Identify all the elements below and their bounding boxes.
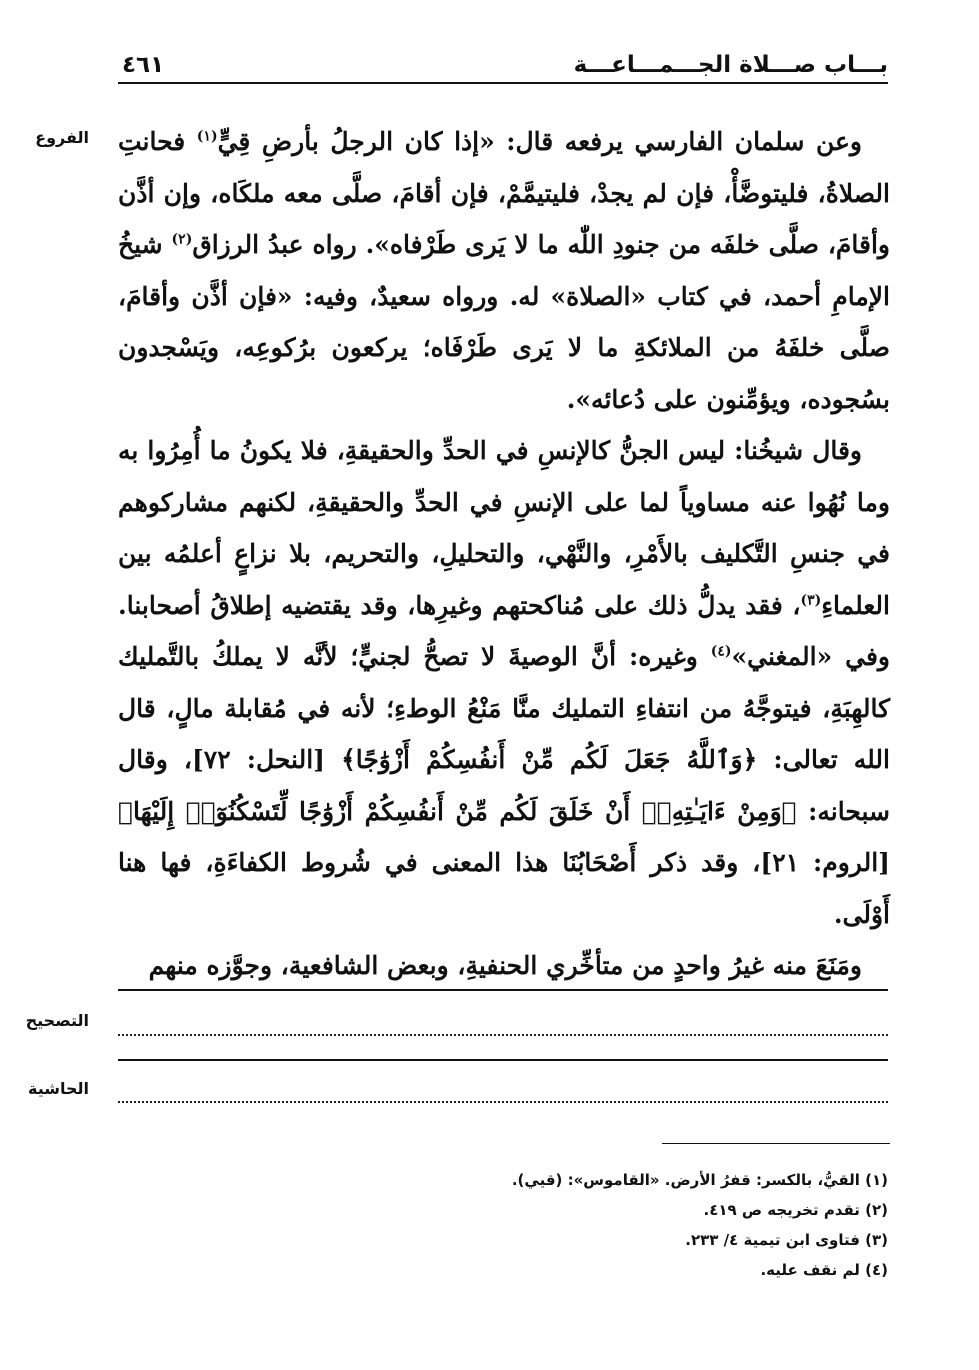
footnote-1: (١) القيُّ، بالكسر: قفرُ الأرض. «القاموس»: (قيي). — [511, 1171, 888, 1189]
paragraph-1-part-b: فحانتِ الصلاةُ، فليتوضَّأْ، فإن لم يجدْ، فليتيمَّمْ، فإن أقامَ، صلَّى معه ملكَاه، وإن أذَّن وأقامَ، صلَّى خلفَه من جنودِ اللّٰه ما لا يَرى طَرْفاه». رواه عبدُ الرزاق — [118, 127, 890, 259]
paragraph-2-part-b: ، فقد يدلُّ ذلك على مُناكحتهم وغيرِها، وقد يقتضيه إطلاقُ أصحابنا. وفي «المغني» — [118, 590, 890, 671]
footnote-ref-1[interactable]: (١) — [196, 128, 218, 145]
paragraph-3: ومَنَعَ منه غيرُ واحدٍ من متأخِّري الحنفيةِ، وبعض الشافعية، وجوَّزه منهم — [148, 951, 862, 980]
footnote-ref-3[interactable]: (٣) — [800, 592, 822, 609]
correction-top-rule — [118, 989, 888, 991]
gloss-top-rule — [118, 1059, 888, 1061]
gloss-dotted-line — [118, 1101, 888, 1103]
paragraph-1-part-a: وعن سلمان الفارسي يرفعه قال: «إذا كان الرجلُ بأرضِ قِيٍّ — [217, 127, 863, 156]
side-label-branches: الفروع — [35, 128, 89, 147]
footnote-separator — [662, 1143, 890, 1144]
main-text — [118, 116, 890, 992]
footnote-ref-4[interactable]: (٤) — [710, 643, 732, 660]
page-header — [118, 52, 888, 84]
chapter-title: بـــاب صـــلاة الجـــمـــاعـــة — [573, 52, 888, 78]
footnote-2: (٢) تقدم تخريجه ص ٤١٩. — [703, 1201, 888, 1219]
paragraph-2-part-c: وغيره: أنَّ الوصيةَ لا تصحُّ لجنيٍّ؛ لأنَّه لا يملكُ بالتَّمليك كالهِبَةِ، فيتوجَّهُ من انتفاءِ التمليك منَّا مَنْعُ الوطءِ؛ لأنه في مُقابلة مالٍ، قال الله تعالى: ﴿وَٱللَّهُ جَعَلَ لَكُم مِّنْ أَنفُسِكُمْ أَزْوَٰجًا﴾ [النحل: ٧٢]، وقال سبحانه: ﴿وَمِنْ ءَايَـٰتِهِۦٓ أَنْ خَلَقَ لَكُم مِّنْ أَنفُسِكُمْ أَزْوَٰجًا لِّتَسْكُنُوٓا۟ إِلَيْهَا﴾ [الروم: ٢١]، وقد ذكر أَصْحَابُنَا هذا المعنى في شُروط الكفاءَةِ، فها هنا أَوْلَى. — [118, 642, 890, 929]
side-label-gloss: الحاشية — [28, 1079, 89, 1098]
correction-dotted-line — [118, 1034, 888, 1036]
paragraph-1-part-c: شيخُ الإمامِ أحمد، في كتاب «الصلاة» له. ورواه سعيدٌ، وفيه: «فإن أذَّن وأقامَ، صلَّى خلفَهُ من الملائكةِ ما لا يَرى طَرْفَاه؛ يركعون برُكوعِه، ويَسْجدون بسُجوده، ويؤمِّنون على دُعائه». — [118, 230, 890, 414]
side-label-correction: التصحيح — [25, 1011, 89, 1030]
paragraph-1 — [118, 116, 890, 425]
footnote-3: (٣) فتاوى ابن تيمية ٤/ ٢٣٣. — [685, 1231, 888, 1249]
page-number: ٤٦١ — [122, 52, 165, 78]
paragraph-2-part-a: وقال شيخُنا: ليس الجنُّ كالإنسِ في الحدِّ والحقيقةِ، فلا يكونُ ما أُمِرُوا به وما نُهُوا عنه مساوياً لما على الإنسِ في الحدِّ والحقيقةِ، لكنهم مشاركوهم في جنسِ التَّكليف بالأَمْرِ، والنَّهْي، والتحليلِ، والتحريم، بلا نزاعٍ أعلمُه بين العلماءِ — [118, 436, 891, 620]
footnote-4: (٤) لم نقف عليه. — [760, 1261, 888, 1279]
footnote-ref-2[interactable]: (٢) — [171, 231, 193, 248]
footnotes — [300, 1165, 888, 1285]
paragraph-2 — [118, 425, 890, 940]
